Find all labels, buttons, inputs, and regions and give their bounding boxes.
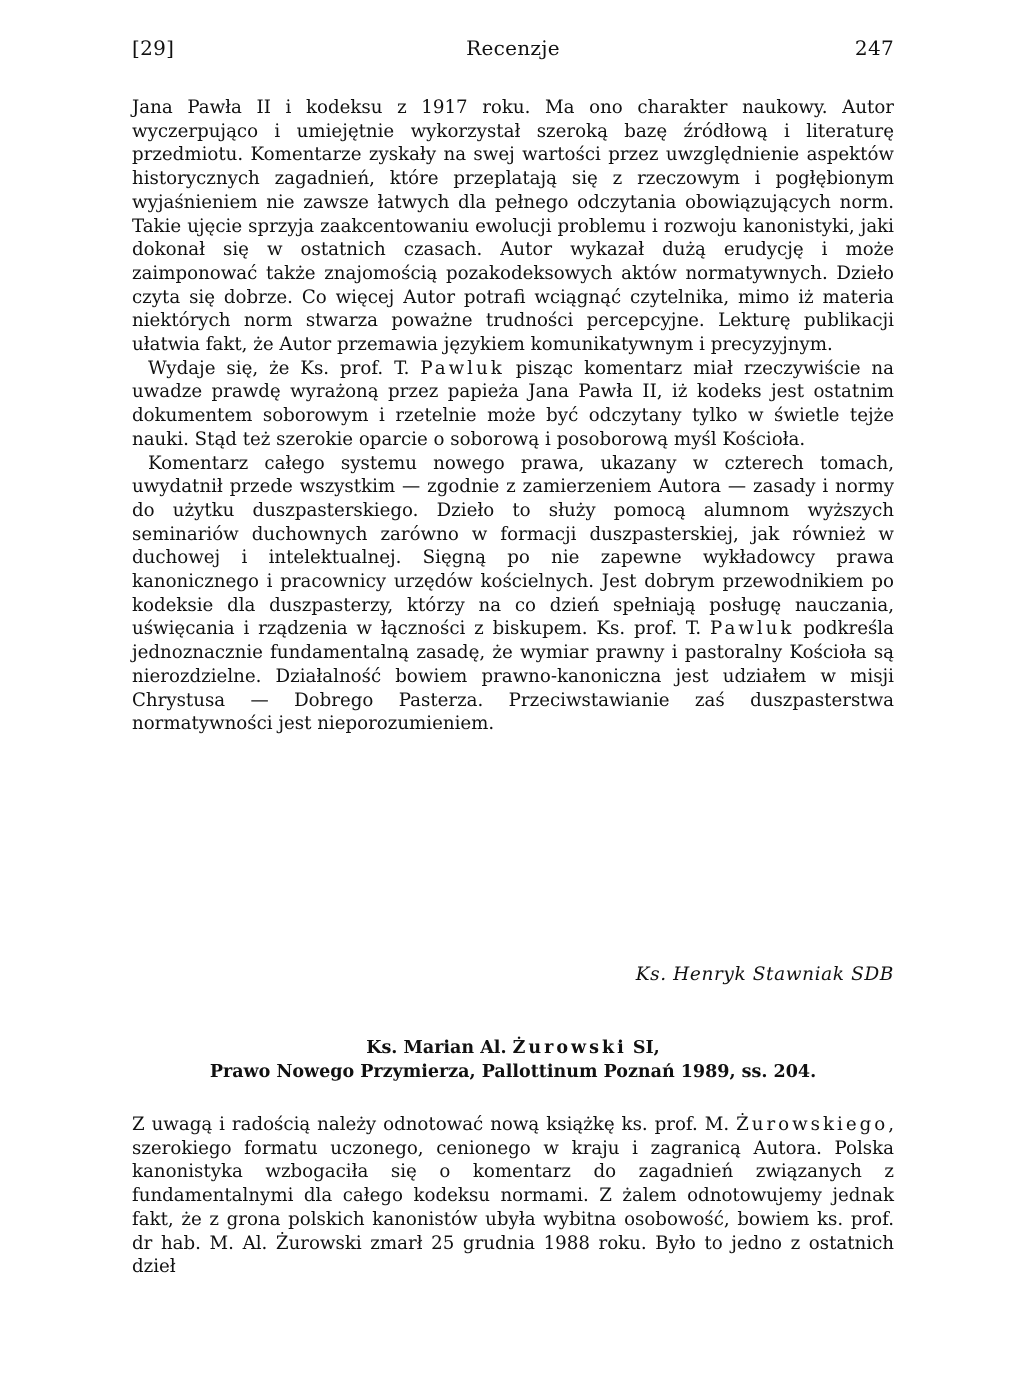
paragraph (132, 452, 894, 736)
running-header (132, 36, 894, 66)
paragraph: Jana Pawła II i kodeksu z 1917 roku. Ma ono charakter naukowy. Autor wyczerpująco i umiejętnie wykorzystał szeroką bazę źródłową i literaturę przedmiotu. Komentarze zyskały na swej wartości przez uwzględnienie aspektów historycznych zagadnień, które przeplatają się z rzeczowym i pogłębionym wyjaśnieniem nie zawsze łatwych dla pełnego odczytania obowiązujących norm. Takie ujęcie sprzyja zaakcentowaniu ewolucji problemu i rozwoju kanonistyki, jaki dokonał się w ostatnich czasach. Autor wykazał dużą erudycję i może zaimponować także znajomością pozakodeksowych aktów normatywnych. Dzieło czyta się dobrze. Co więcej Autor potrafi wciągnąć czytelnika, mimo iż materia niektórych norm stwarza poważne trudności percepcyjne. Lekturę publikacji ułatwia fakt, że Autor przemawia językiem komunikatywnym i precyzyjnym. (132, 97, 894, 356)
text-run: Z uwagą i radością należy odnotować nową książkę ks. prof. M. (132, 1114, 730, 1135)
page-reference: [29] (132, 36, 175, 60)
author-surname: Żurowski (512, 1038, 627, 1058)
section-title: Recenzje (466, 36, 560, 60)
reviewed-book: Prawo Nowego Przymierza, Pallottinum Poznań 1989, ss. 204. (209, 1062, 817, 1082)
text-run: pisząc komentarz miał rzeczywiście na uwadze prawdę wyrażoną przez papieża Jana Pawła II, iż kodeks jest ostatnim dokumentem soborowym i rzetelnie może być odczytany tylko w świetle tejże nauki. Stąd też szerokie oparcie o soborową i posoborową myśl Kościoła. (132, 357, 894, 450)
paragraph (132, 1113, 894, 1279)
text-run: Wydaje się, że Ks. prof. T. (148, 357, 410, 379)
second-review-body (132, 1113, 894, 1279)
reviewed-author (132, 1036, 894, 1060)
author-prefix: Ks. Marian Al. (366, 1038, 507, 1058)
text-run: podkreśla jednoznacznie fundamentalną zasadę, że wymiar prawny i pastoralny Kościoła są nierozdzielne. Działalność bowiem prawno-kanoniczna jest udziałem w misji Chrystusa — Dobrego Pasterza. Przeciwstawianie zaś duszpasterstwa normatywności jest nieporozumieniem. (132, 618, 894, 735)
review-body (132, 96, 894, 736)
review-heading (132, 1036, 894, 1084)
paragraph (132, 357, 894, 452)
author-name: Żurowskiego (736, 1114, 889, 1135)
review-signature: Ks. Henryk Stawniak SDB (635, 964, 894, 985)
author-name: Pawluk (420, 357, 505, 379)
page-number: 247 (854, 36, 894, 60)
author-name: Pawluk (710, 618, 795, 640)
text-run: Komentarz całego systemu nowego prawa, ukazany w czterech tomach, uwydatnił przede wszystkim — zgodnie z zamierzeniem Autora — zasady i normy do użytku duszpasterskiego. Dzieło to służy pomocą alumnom wyższych seminariów duchownych zarówno w formacji duszpasterskiej, jak również w duchowej i intelektualnej. Sięgną po nie zapewne wykładowcy prawa kanonicznego i pracownicy urzędów kościelnych. Jest dobrym przewodnikiem po kodeksie dla duszpasterzy, którzy na co dzień spełniają posługę nauczania, uświęcania i rządzenia w łączności z biskupem. Ks. prof. T. (132, 452, 894, 640)
text-run: , szerokiego formatu uczonego, cenionego w kraju i zagranicą Autora. Polska kanonistyka wzbogaciła się o komentarz do zagadnień związanych z fundamentalnymi dla całego kodeksu normami. Z żalem odnotowujemy jednak fakt, że z grona polskich kanonistów ubyła wybitna osobowość, bowiem ks. prof. dr hab. M. Al. Żurowski zmarł 25 grudnia 1988 roku. Było to jedno z ostatnich dzieł (132, 1114, 894, 1278)
author-suffix: SI, (632, 1038, 660, 1058)
